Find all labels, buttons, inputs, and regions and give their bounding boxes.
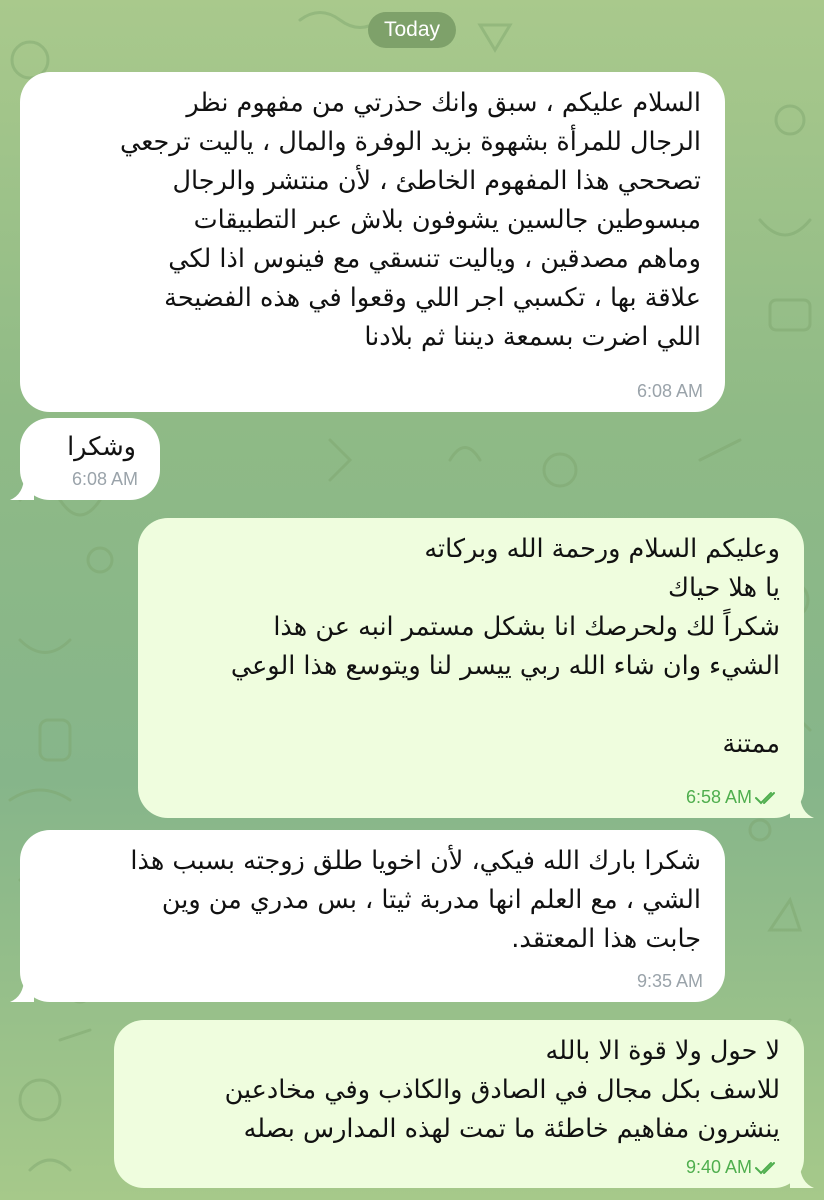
bubble-tail	[10, 978, 34, 1002]
message-time: 9:35 AM	[636, 971, 703, 991]
message-text: السلام عليكم ، سبق وانك حذرتي من مفهوم نظر الرجال للمرأة بشهوة بزيد الوفرة والمال ، ياليت ترجعي تصححي هذا المفهوم الخاطئ ، لأن منتشر والرجال مبسوطين جالسين يشوفون بلاش عبر التطبيقات وماهم مصدقين ، وياليت تنسقي مع فينوس اذا لكي علاقة بها ، تكسبي اجر اللي وقعوا في هذه الفضيحة اللي اضرت بسمعة ديننا ثم بلادنا	[119, 88, 701, 352]
message-meta	[686, 787, 782, 808]
bubble-tail	[790, 794, 814, 818]
bubble-tail	[10, 476, 34, 500]
message-time: 6:58 AM	[685, 787, 752, 807]
message-bubble-incoming[interactable]	[20, 418, 160, 500]
message-meta	[637, 971, 703, 992]
double-check-icon	[754, 1160, 782, 1176]
double-check-icon	[754, 790, 782, 806]
message-time: 6:08 AM	[71, 469, 138, 489]
message-bubble-incoming[interactable]	[20, 830, 725, 1002]
message-meta	[637, 381, 703, 402]
message-bubble-outgoing[interactable]	[138, 518, 804, 818]
message-time: 9:40 AM	[685, 1157, 752, 1177]
message-text: لا حول ولا قوة الا بالله للاسف بكل مجال في الصادق والكاذب وفي مخادعين ينشرون مفاهيم خاطئة ما تمت لهذه المدارس بصله	[224, 1036, 780, 1144]
date-separator: Today	[368, 12, 456, 48]
message-meta	[72, 469, 138, 490]
message-text: شكرا بارك الله فيكي، لأن اخويا طلق زوجته بسبب هذا الشي ، مع العلم انها مدربة ثيتا ، بس مدري من وين جابت هذا المعتقد.	[130, 846, 701, 954]
message-meta	[686, 1157, 782, 1178]
message-bubble-outgoing[interactable]	[114, 1020, 804, 1188]
message-text: وعليكم السلام ورحمة الله وبركاته يا هلا حياك شكراً لك ولحرصك انا بشكل مستمر انبه عن هذا الشيء وان شاء الله ربي ييسر لنا ويتوسع هذا الوعي ممتنة	[230, 534, 780, 759]
bubble-tail	[790, 1164, 814, 1188]
message-bubble-incoming[interactable]	[20, 72, 725, 412]
message-time: 6:08 AM	[636, 381, 703, 401]
message-text: وشكرا	[67, 432, 136, 462]
